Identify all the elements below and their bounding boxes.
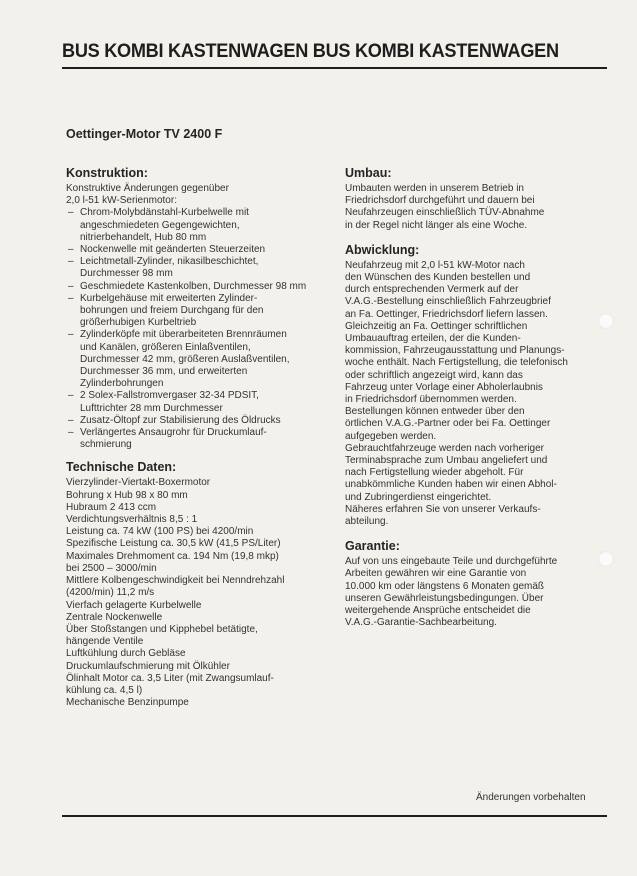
technische-daten-list <box>66 477 338 709</box>
spec-line: Maximales Drehmoment ca. 194 Nm (19,8 mkp) bei 2500 – 3000/min <box>66 550 279 574</box>
spec-line: Hubraum 2 413 ccm <box>66 501 157 513</box>
spec-line: Verdichtungsverhältnis 8,5 : 1 <box>66 514 198 526</box>
spec-line: Vierzylinder-Viertakt-Boxermotor <box>66 477 211 489</box>
konstruktion-list <box>66 207 338 451</box>
garantie-text: Auf von uns eingebaute Teile und durchgeführte Arbeiten gewähren wir eine Garantie von 10.000 km oder längstens 6 Monaten gemäß unseren Gewährleistungsbedingungen. Über weitergehende Ansprüche entscheidet die V.A.G.-Garantie-Sachbearbeitung. <box>345 556 558 629</box>
garantie-heading: Garantie: <box>345 539 400 554</box>
abwicklung-paragraph: Neufahrzeug mit 2,0 l-51 kW-Motor nach den Wünschen des Kunden bestellen und durch entsprechenden Vermerk auf der V.A.G.-Bestellung einschließlich Fahrzeugbrief an Fa. Oettinger, Friedrichsdorf liefern lassen. Gleichzeitig an Fa. Oettinger schriftlichen Umbauauftrag erteilen, der die Kunden- kommission, Fahrzeugausstattung und Planungs- woche enthält. Nach Fertigstellung, die telefonisch oder schriftlich angezeigt wird, kann das Fahrzeug unter Vorlage einer Abholerlaubnis in Friedrichsdorf übernommen werden. <box>345 259 568 406</box>
konstruktion-item: – Geschmiedete Kastenkolben, Durchmesser 98 mm <box>66 281 338 293</box>
konstruktion-item: – 2 Solex-Fallstromvergaser 32-34 PDSIT, Lufttrichter 28 mm Durchmesser <box>66 390 338 414</box>
konstruktion-item: – Zusatz-Öltopf zur Stabilisierung des Öldrucks <box>66 415 338 427</box>
spec-line: Mittlere Kolbengeschwindigkeit bei Nenndrehzahl (4200/min) 11,2 m/s <box>66 575 285 599</box>
abwicklung-paragraph: Bestellungen können entweder über den örtlichen V.A.G.-Partner oder bei Fa. Oettinger aufgegeben werden. <box>345 406 551 442</box>
footer-note: Änderungen vorbehalten <box>476 792 586 803</box>
spec-line: Druckumlaufschmierung mit Ölkühler <box>66 660 230 672</box>
spec-line: Zentrale Nockenwelle <box>66 611 163 623</box>
konstruktion-item: – Zylinderköpfe mit überarbeiteten Brennräumen und Kanälen, größeren Einlaßventilen, Durchmesser 42 mm, größeren Auslaßventilen, Durchmesser 36 mm, und erweiterten Zylinderbohrungen <box>66 329 338 390</box>
konstruktion-intro: Konstruktive Änderungen gegenüber 2,0 l-51 kW-Serienmotor: <box>66 183 229 207</box>
spec-line: Über Stoßstangen und Kipphebel betätigte, hängende Ventile <box>66 623 258 648</box>
konstruktion-item: – Verlängertes Ansaugrohr für Druckumlauf- schmierung <box>66 427 338 451</box>
konstruktion-item: – Kurbelgehäuse mit erweiterten Zylinder- bohrungen und freiem Durchgang für den größerhubigen Kurbeltrieb <box>66 293 338 330</box>
konstruktion-heading: Konstruktion: <box>66 166 148 180</box>
spec-line: Mechanische Benzinpumpe <box>66 697 189 709</box>
footer-rule <box>62 815 607 817</box>
header-rule <box>62 67 607 69</box>
spec-line: Bohrung x Hub 98 x 80 mm <box>66 489 188 501</box>
umbau-text: Umbauten werden in unserem Betrieb in Friedrichsdorf durchgeführt und dauern bei Neufahrzeugen einschließlich TÜV-Abnahme in der Regel nicht länger als eine Woche. <box>345 183 545 231</box>
spec-line: Ölinhalt Motor ca. 3,5 Liter (mit Zwangsumlauf- kühlung ca. 4,5 l) <box>66 672 274 696</box>
konstruktion-item: – Nockenwelle mit geänderten Steuerzeiten <box>66 244 338 256</box>
page-header-title: BUS KOMBI KASTENWAGEN BUS KOMBI KASTENWAGEN <box>62 40 559 62</box>
engine-title: Oettinger-Motor TV 2400 F <box>66 127 223 141</box>
technische-daten-heading: Technische Daten: <box>66 460 177 475</box>
konstruktion-item: – Leichtmetall-Zylinder, nikasilbeschichtet, Durchmesser 98 mm <box>66 256 338 280</box>
abwicklung-heading: Abwicklung: <box>345 242 420 257</box>
spec-line: Luftkühlung durch Gebläse <box>66 648 186 660</box>
right-column <box>345 166 607 630</box>
spec-line: Vierfach gelagerte Kurbelwelle <box>66 599 202 611</box>
spec-line: Leistung ca. 74 kW (100 PS) bei 4200/min <box>66 526 254 538</box>
punch-hole-decoration <box>598 551 614 567</box>
spec-line: Spezifische Leistung ca. 30,5 kW (41,5 PS/Liter) <box>66 538 281 550</box>
abwicklung-paragraph: Gebrauchtfahrzeuge werden nach vorheriger Terminabsprache zum Umbau angeliefert und nach Fertigstellung wieder abgeholt. Für unabkömmliche Kunden haben wir einen Abhol- und Zubringerdienst eingerichtet. Näheres erfahren Sie von unserer Verkaufs- abteilung. <box>345 442 557 528</box>
konstruktion-item: – Chrom-Molybdänstahl-Kurbelwelle mit angeschmiedeten Gegengewichten, nitrierbehandelt, Hub 80 mm <box>66 207 338 244</box>
punch-hole-decoration <box>598 313 614 329</box>
umbau-heading: Umbau: <box>345 166 392 180</box>
left-column <box>66 166 338 709</box>
